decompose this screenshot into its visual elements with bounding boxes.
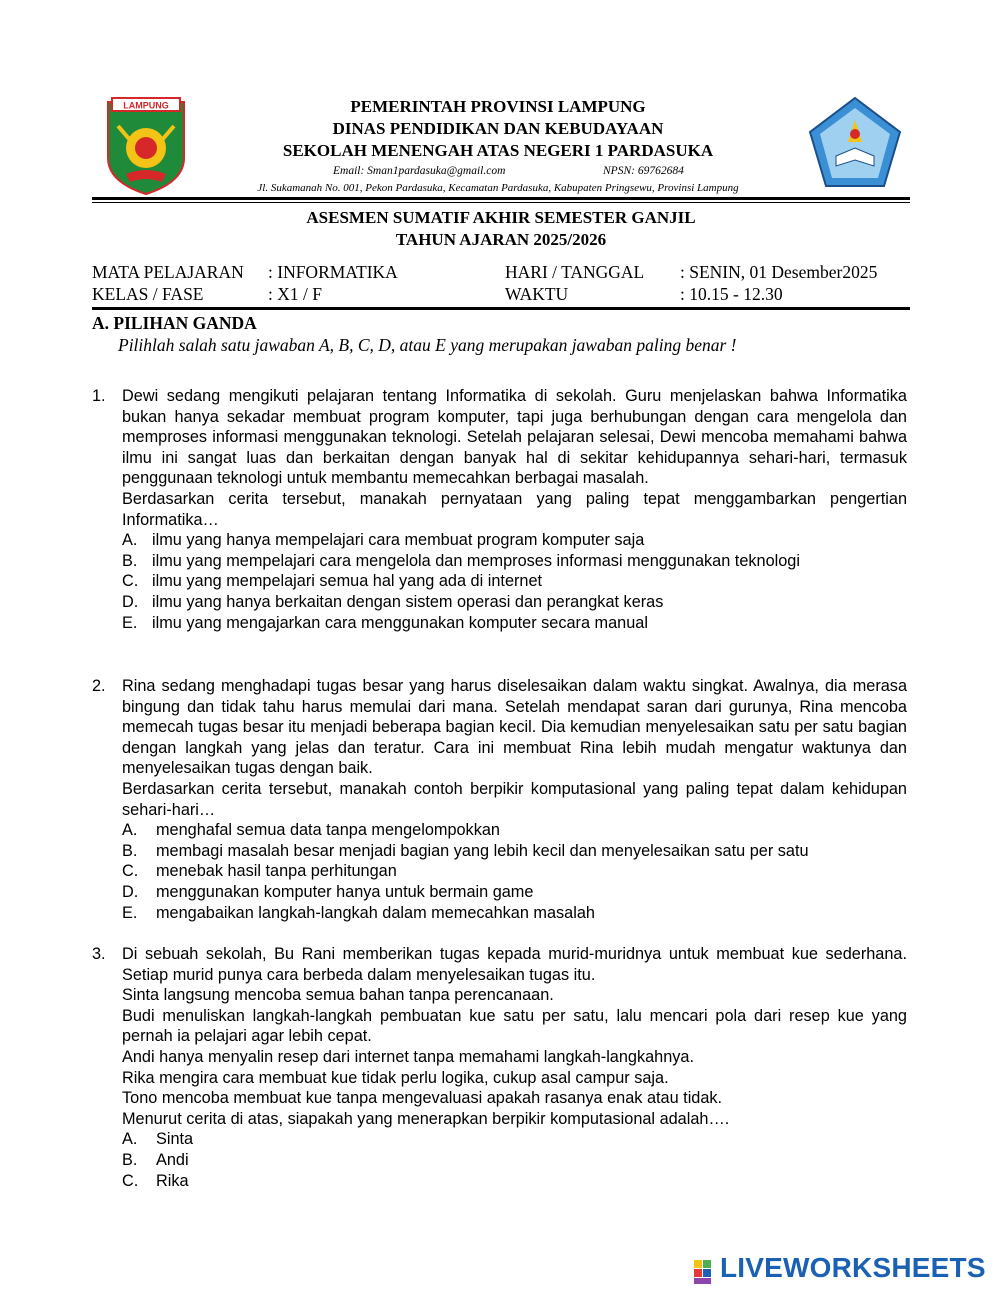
- option-a[interactable]: [122, 530, 907, 551]
- option-text: Andi: [156, 1150, 189, 1169]
- class-value: : X1 / F: [268, 284, 322, 304]
- school-name: SEKOLAH MENENGAH ATAS NEGERI 1 PARDASUKA: [282, 141, 714, 160]
- question-text: Dewi sedang mengikuti pelajaran tentang Informatika di sekolah. Guru menjelaskan bahwa Informatika bukan hanya sekadar membuat program komputer, tapi juga berhubungan dengan cara mengelola dan memproses informasi menggunakan teknologi. Setelah pelajaran selesai, Dewi mencoba memahami bahwa ilmu ini sangat luas dan berkaitan dengan banyak hal di sekitar kehidupannya sehari-hari, termasuk penggunaan teknologi untuk membantu memecahkan berbagai masalah.: [122, 387, 907, 488]
- option-text: ilmu yang mengajarkan cara menggunakan komputer secara manual: [152, 613, 648, 632]
- option-letter: E.: [122, 903, 138, 922]
- option-text: mengabaikan langkah-langkah dalam memecahkan masalah: [156, 903, 595, 922]
- option-b[interactable]: [122, 1150, 907, 1171]
- department-line: DINAS PENDIDIKAN DAN KEBUDAYAAN: [332, 119, 664, 138]
- government-line: PEMERINTAH PROVINSI LAMPUNG: [350, 97, 646, 116]
- header-rule-thin: [92, 202, 910, 203]
- option-letter: B.: [122, 551, 138, 570]
- info-rule: [92, 307, 910, 310]
- option-letter: B.: [122, 841, 138, 860]
- option-e[interactable]: [122, 613, 907, 634]
- option-d[interactable]: [122, 882, 907, 903]
- subject-value: : INFORMATIKA: [268, 262, 398, 282]
- school-address: Jl. Sukamanah No. 001, Pekon Pardasuka, Kecamatan Pardasuka, Kabupaten Pringsewu, Provinsi Lampung: [257, 182, 739, 194]
- question-line: Sinta langsung mencoba semua bahan tanpa perencanaan.: [122, 986, 554, 1005]
- option-text: ilmu yang mempelajari semua hal yang ada di internet: [152, 572, 543, 591]
- question-prompt: Berdasarkan cerita tersebut, manakah pernyataan yang paling tepat menggambarkan pengertian Informatika…: [122, 489, 907, 529]
- school-email: Email: Sman1pardasuka@gmail.com: [333, 165, 506, 177]
- option-letter: A.: [122, 1130, 138, 1149]
- option-letter: D.: [122, 882, 139, 901]
- subject-label: MATA PELAJARAN: [92, 262, 244, 282]
- school-npsn: NPSN: 69762684: [603, 165, 684, 177]
- question-number: 1.: [92, 387, 106, 405]
- lampung-logo-label: LAMPUNG: [123, 100, 169, 111]
- option-text: menebak hasil tanpa perhitungan: [156, 862, 397, 881]
- time-value: : 10.15 - 12.30: [680, 284, 783, 304]
- option-text: menghafal semua data tanpa mengelompokkan: [156, 821, 500, 840]
- option-text: ilmu yang hanya berkaitan dengan sistem operasi dan perangkat keras: [152, 592, 664, 611]
- question-prompt: Berdasarkan cerita tersebut, manakah contoh berpikir komputasional yang paling tepat dalam kehidupan sehari-hari…: [122, 779, 907, 819]
- option-c[interactable]: [122, 861, 907, 882]
- exam-title: ASESMEN SUMATIF AKHIR SEMESTER GANJIL: [306, 208, 696, 227]
- option-text: menggunakan komputer hanya untuk bermain game: [156, 882, 534, 901]
- option-letter: C.: [122, 1171, 139, 1190]
- date-value: : SENIN, 01 Desember2025: [680, 262, 878, 282]
- option-letter: A.: [122, 531, 138, 550]
- option-e[interactable]: [122, 903, 907, 924]
- option-text: membagi masalah besar menjadi bagian yang lebih kecil dan menyelesaikan satu per satu: [156, 841, 809, 860]
- question-3: [92, 944, 907, 1191]
- time-label: WAKTU: [505, 284, 569, 304]
- question-text: Di sebuah sekolah, Bu Rani memberikan tugas kepada murid-muridnya untuk membuat kue sederhana. Setiap murid punya cara berbeda dalam menyelesaikan tugas itu.: [122, 945, 907, 984]
- option-a[interactable]: [122, 820, 907, 841]
- question-line: Andi hanya menyalin resep dari internet tanpa memahami langkah-langkahnya.: [122, 1047, 694, 1066]
- option-letter: A.: [122, 821, 138, 840]
- option-letter: D.: [122, 592, 139, 611]
- liveworksheets-logo-icon: [692, 1254, 720, 1288]
- question-prompt: Menurut cerita di atas, siapakah yang menerapkan berpikir komputasional adalah….: [122, 1109, 730, 1128]
- question-line: Budi menuliskan langkah-langkah pembuatan kue satu per satu, lalu mencari pola dari resep kue yang pernah ia pelajari agar lebih cepat.: [122, 1006, 907, 1046]
- option-c[interactable]: [122, 571, 907, 592]
- option-b[interactable]: [122, 841, 907, 862]
- option-list: [122, 530, 907, 633]
- question-text: Rina sedang menghadapi tugas besar yang harus diselesaikan dalam waktu singkat. Awalnya, dia merasa bingung dan tidak tahu harus memulai dari mana. Setelah mendapat saran dari gurunya, Rina mencoba memecah tugas besar itu menjadi beberapa bagian kecil. Dia kemudian menyelesaikan satu per satu bagian dengan langkah yang jelas dan teratur. Cara ini membuat Rina lebih mudah mengatur waktunya dan menyelesaikan tugas dengan baik.: [122, 677, 907, 778]
- option-d[interactable]: [122, 592, 907, 613]
- option-letter: E.: [122, 613, 138, 632]
- exam-year: TAHUN AJARAN 2025/2026: [395, 230, 607, 249]
- option-text: ilmu yang mempelajari cara mengelola dan memproses informasi menggunakan teknologi: [152, 551, 800, 570]
- question-1: [92, 386, 907, 633]
- section-title: A. PILIHAN GANDA: [92, 313, 257, 333]
- question-line: Tono mencoba membuat kue tanpa mengevaluasi apakah rasanya enak atau tidak.: [122, 1089, 723, 1108]
- option-text: ilmu yang hanya mempelajari cara membuat program komputer saja: [152, 531, 645, 550]
- question-number: 2.: [92, 677, 106, 695]
- option-letter: C.: [122, 862, 139, 881]
- date-label: HARI / TANGGAL: [505, 262, 645, 282]
- option-b[interactable]: [122, 551, 907, 572]
- lampung-province-logo: [104, 96, 188, 196]
- header-rule-thick: [92, 197, 910, 200]
- question-number: 3.: [92, 945, 106, 963]
- class-label: KELAS / FASE: [92, 284, 204, 304]
- option-list: [122, 820, 907, 923]
- liveworksheets-brand[interactable]: LIVEWORKSHEETS: [720, 1252, 986, 1283]
- option-a[interactable]: [122, 1129, 907, 1150]
- option-c[interactable]: [122, 1171, 907, 1192]
- section-instruction: Pilihlah salah satu jawaban A, B, C, D, atau E yang merupakan jawaban paling benar !: [118, 335, 737, 355]
- option-list: [122, 1129, 907, 1191]
- school-logo: [806, 96, 904, 188]
- option-letter: B.: [122, 1150, 138, 1169]
- question-line: Rika mengira cara membuat kue tidak perlu logika, cukup asal campur saja.: [122, 1068, 669, 1087]
- option-text: Sinta: [156, 1130, 194, 1149]
- option-letter: C.: [122, 572, 139, 591]
- option-text: Rika: [156, 1171, 189, 1190]
- question-2: [92, 676, 907, 923]
